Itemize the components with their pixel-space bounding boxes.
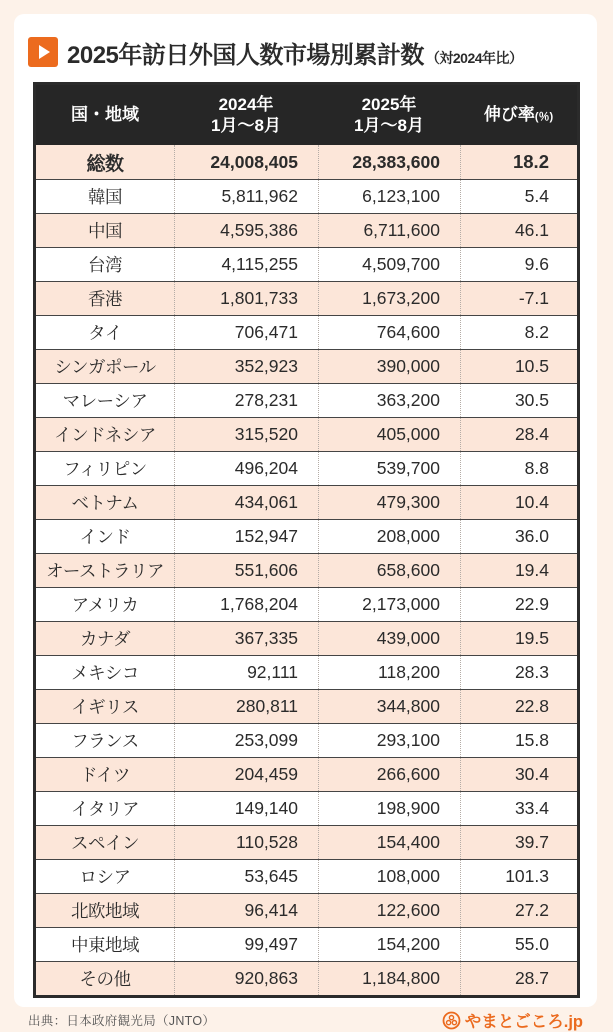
row-country: アメリカ [71, 595, 139, 615]
row-2024-value: 110,528 [174, 826, 318, 859]
row-2024-value: 1,768,204 [174, 588, 318, 621]
row-country: インド [79, 527, 131, 547]
row-country: タイ [88, 323, 122, 343]
row-country: ベトナム [71, 493, 139, 513]
row-2025-value: 539,700 [318, 452, 460, 485]
row-growth-rate: 46.1 [460, 214, 577, 247]
row-growth-rate: 55.0 [460, 928, 577, 961]
row-country: 香港 [88, 289, 122, 309]
row-growth-rate: 10.4 [460, 486, 577, 519]
row-2024-value: 280,811 [174, 690, 318, 723]
row-2025-value: 439,000 [318, 622, 460, 655]
row-2025-value: 2,173,000 [318, 588, 460, 621]
play-triangle-icon [28, 37, 58, 67]
table-row [36, 791, 577, 825]
row-2024-value: 278,231 [174, 384, 318, 417]
row-2024-value: 96,414 [174, 894, 318, 927]
row-growth-rate: 33.4 [460, 792, 577, 825]
header-2025-jan-aug: 2025年 1月〜8月 [354, 94, 424, 135]
row-country: 中東地域 [71, 935, 139, 955]
row-2025-value: 154,200 [318, 928, 460, 961]
row-country: カナダ [79, 629, 131, 649]
table-row [36, 961, 577, 995]
row-2024-value: 352,923 [174, 350, 318, 383]
row-2025-value: 6,123,100 [318, 180, 460, 213]
table-row [36, 451, 577, 485]
row-country: シンガポール [54, 357, 156, 377]
header-country-region: 国・地域 [71, 105, 139, 125]
row-country: 北欧地域 [71, 901, 139, 921]
row-2025-value: 266,600 [318, 758, 460, 791]
header-2024-jan-aug: 2024年 1月〜8月 [211, 94, 281, 135]
table-row [36, 689, 577, 723]
table-row [36, 519, 577, 553]
row-2025-value: 6,711,600 [318, 214, 460, 247]
row-country: 中国 [88, 221, 122, 241]
table-row [36, 349, 577, 383]
table-row [36, 213, 577, 247]
row-2024-value: 496,204 [174, 452, 318, 485]
row-growth-rate: -7.1 [460, 282, 577, 315]
table-body [36, 145, 577, 995]
table-row [36, 315, 577, 349]
table-row [36, 179, 577, 213]
row-2024-value: 315,520 [174, 418, 318, 451]
table-row [36, 825, 577, 859]
row-growth-rate: 19.5 [460, 622, 577, 655]
row-2025-value: 363,200 [318, 384, 460, 417]
row-2024-value: 434,061 [174, 486, 318, 519]
row-country: 韓国 [88, 187, 122, 207]
table-row [36, 893, 577, 927]
table-row [36, 859, 577, 893]
row-country: メキシコ [71, 663, 139, 683]
row-2024-value: 204,459 [174, 758, 318, 791]
row-2025-value: 390,000 [318, 350, 460, 383]
row-2024-value: 99,497 [174, 928, 318, 961]
row-growth-rate: 39.7 [460, 826, 577, 859]
table-row [36, 417, 577, 451]
row-growth-rate: 19.4 [460, 554, 577, 587]
row-country: オーストラリア [45, 561, 165, 581]
row-growth-rate: 27.2 [460, 894, 577, 927]
row-country: フィリピン [63, 459, 147, 479]
row-growth-rate: 9.6 [460, 248, 577, 281]
row-growth-rate: 36.0 [460, 520, 577, 553]
row-2025-value: 405,000 [318, 418, 460, 451]
table-row [36, 485, 577, 519]
row-growth-rate: 101.3 [460, 860, 577, 893]
row-2025-value: 658,600 [318, 554, 460, 587]
row-country: その他 [79, 969, 131, 989]
row-country: 総数 [86, 153, 124, 175]
row-2024-value: 4,115,255 [174, 248, 318, 281]
row-2024-value: 4,595,386 [174, 214, 318, 247]
row-2025-value: 208,000 [318, 520, 460, 553]
row-2025-value: 479,300 [318, 486, 460, 519]
page-title-suffix: （対2024年比） [425, 49, 523, 66]
page-title [67, 35, 523, 70]
table-row [36, 587, 577, 621]
row-2025-value: 764,600 [318, 316, 460, 349]
row-country: フランス [71, 731, 139, 751]
row-country: ドイツ [79, 765, 131, 785]
table-row [36, 553, 577, 587]
row-2025-value: 122,600 [318, 894, 460, 927]
row-2024-value: 53,645 [174, 860, 318, 893]
row-country: スペイン [71, 833, 139, 853]
row-growth-rate: 10.5 [460, 350, 577, 383]
row-2024-value: 92,111 [174, 656, 318, 689]
row-2025-value: 1,184,800 [318, 962, 460, 995]
row-growth-rate: 8.8 [460, 452, 577, 485]
row-growth-rate: 8.2 [460, 316, 577, 349]
source-credit: 出典：日本政府観光局（JNTO） [28, 1014, 216, 1028]
row-country: イギリス [71, 697, 139, 717]
table-row [36, 927, 577, 961]
row-2025-value: 4,509,700 [318, 248, 460, 281]
table-row [36, 757, 577, 791]
row-2024-value: 253,099 [174, 724, 318, 757]
brand-logo-icon [442, 1011, 461, 1030]
table-row [36, 655, 577, 689]
visitors-table [33, 82, 580, 998]
row-growth-rate: 5.4 [460, 180, 577, 213]
row-2024-value: 152,947 [174, 520, 318, 553]
row-growth-rate: 15.8 [460, 724, 577, 757]
header-growth-rate: 伸び率(％) [483, 105, 554, 125]
table-row [36, 247, 577, 281]
row-2024-value: 1,801,733 [174, 282, 318, 315]
row-2024-value: 920,863 [174, 962, 318, 995]
row-2025-value: 108,000 [318, 860, 460, 893]
row-2025-value: 1,673,200 [318, 282, 460, 315]
row-growth-rate: 28.3 [460, 656, 577, 689]
row-2025-value: 118,200 [318, 656, 460, 689]
title-bar [14, 14, 597, 74]
content-card [14, 14, 597, 1031]
row-growth-rate: 22.8 [460, 690, 577, 723]
brand-logo [442, 1008, 583, 1032]
row-2025-value: 28,383,600 [318, 145, 460, 179]
row-growth-rate: 28.4 [460, 418, 577, 451]
row-country: ロシア [79, 867, 131, 887]
row-growth-rate: 30.5 [460, 384, 577, 417]
row-2024-value: 551,606 [174, 554, 318, 587]
table-row [36, 621, 577, 655]
row-2024-value: 5,811,962 [174, 180, 318, 213]
row-growth-rate: 22.9 [460, 588, 577, 621]
row-country: インドネシア [54, 425, 156, 445]
row-2025-value: 293,100 [318, 724, 460, 757]
row-growth-rate: 30.4 [460, 758, 577, 791]
table-row [36, 723, 577, 757]
row-country: イタリア [71, 799, 139, 819]
row-country: マレーシア [62, 391, 148, 411]
table-row [36, 145, 577, 179]
footer [28, 1008, 583, 1032]
row-2025-value: 344,800 [318, 690, 460, 723]
table-row [36, 281, 577, 315]
row-country: 台湾 [88, 255, 122, 275]
table-row [36, 383, 577, 417]
row-2024-value: 706,471 [174, 316, 318, 349]
row-2024-value: 367,335 [174, 622, 318, 655]
row-2025-value: 154,400 [318, 826, 460, 859]
row-2024-value: 24,008,405 [174, 145, 318, 179]
page-title-main: 2025年訪日外国人数市場別累計数 [67, 41, 424, 69]
row-growth-rate: 28.7 [460, 962, 577, 995]
table-header-row [36, 85, 577, 145]
brand-logo-text: やまとごころ.jp [464, 1013, 583, 1031]
row-growth-rate: 18.2 [460, 145, 577, 179]
row-2024-value: 149,140 [174, 792, 318, 825]
row-2025-value: 198,900 [318, 792, 460, 825]
